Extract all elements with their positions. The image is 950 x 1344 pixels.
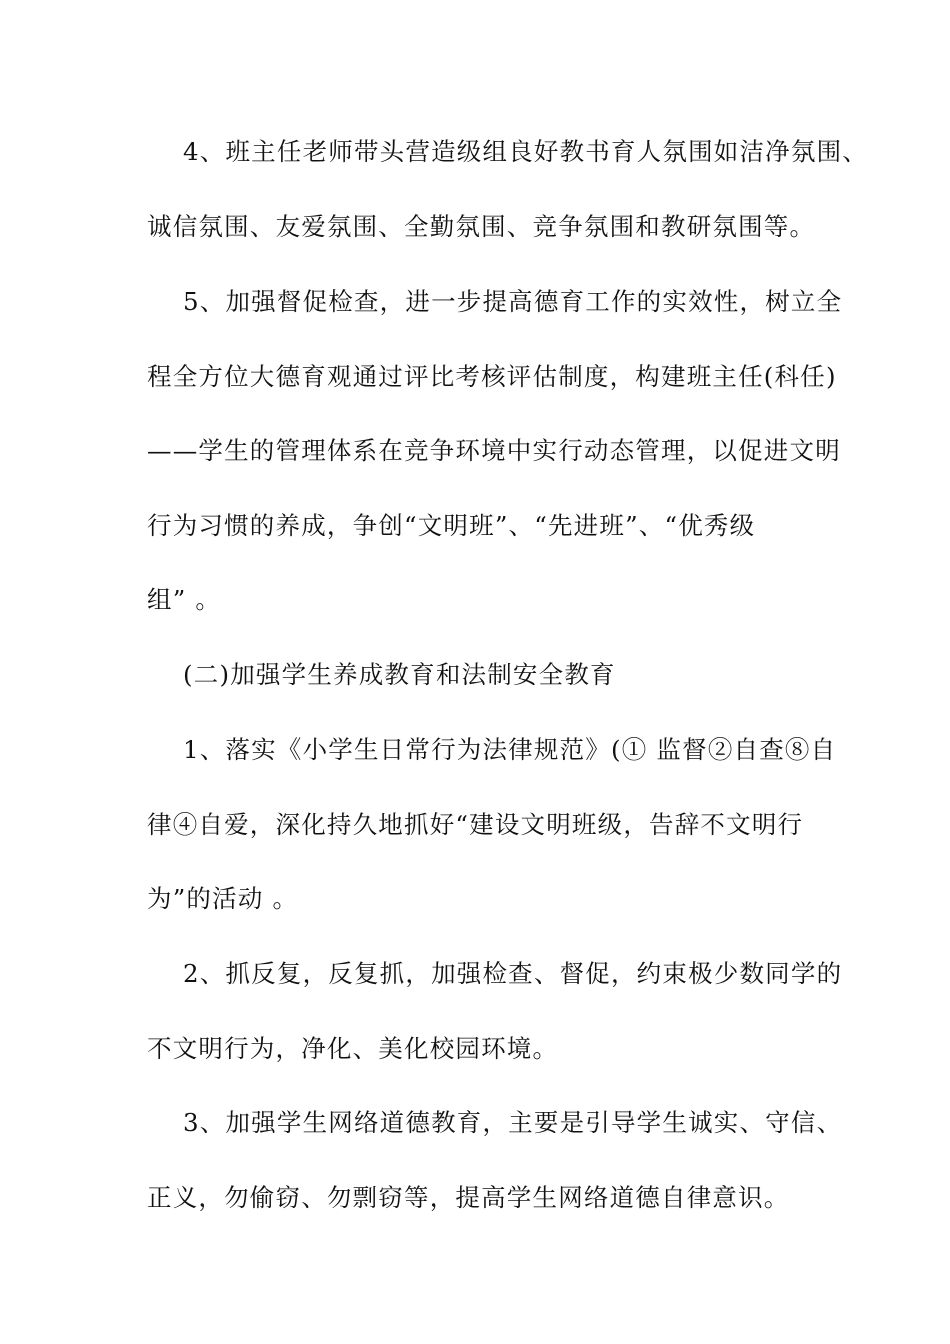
paragraph-5-line-1: 5、加强督促检查，进一步提高德育工作的实效性，树立全 (183, 287, 843, 316)
paragraph-4-line-1: 4、班主任老师带头营造级组良好教书育人氛围如洁净氛围、 (183, 137, 868, 166)
item-3-line-1: 3、加强学生网络道德教育，主要是引导学生诚实、守信、 (183, 1108, 843, 1137)
item-2-line-2: 不文明行为，净化、美化校园环境。 (147, 1034, 559, 1063)
item-1-line-1: 1、落实《小学生日常行为法律规范》(① 监督②自查⑧自 (183, 735, 837, 764)
item-1-line-2: 律④自爱，深化持久地抓好“建设文明班级，告辞不文明行 (147, 810, 804, 839)
paragraph-4-line-2: 诚信氛围、友爱氛围、全勤氛围、竞争氛围和教研氛围等。 (147, 212, 816, 241)
item-3-line-2: 正义，勿偷窃、勿剽窃等，提高学生网络道德自律意识。 (147, 1183, 790, 1212)
paragraph-5-line-3: ——学生的管理体系在竞争环境中实行动态管理，以促进文明 (147, 436, 841, 465)
paragraph-5-line-5: 组” 。 (147, 585, 222, 614)
section-heading: (二)加强学生养成教育和法制安全教育 (183, 660, 616, 689)
paragraph-5-line-2: 程全方位大德育观通过评比考核评估制度，构建班主任(科任) (147, 362, 837, 391)
paragraph-5-line-4: 行为习惯的养成，争创“文明班”、“先进班”、“优秀级 (147, 511, 756, 540)
item-1-line-3: 为”的活动 。 (147, 884, 299, 913)
item-2-line-1: 2、抓反复，反复抓，加强检查、督促，约束极少数同学的 (183, 959, 843, 988)
